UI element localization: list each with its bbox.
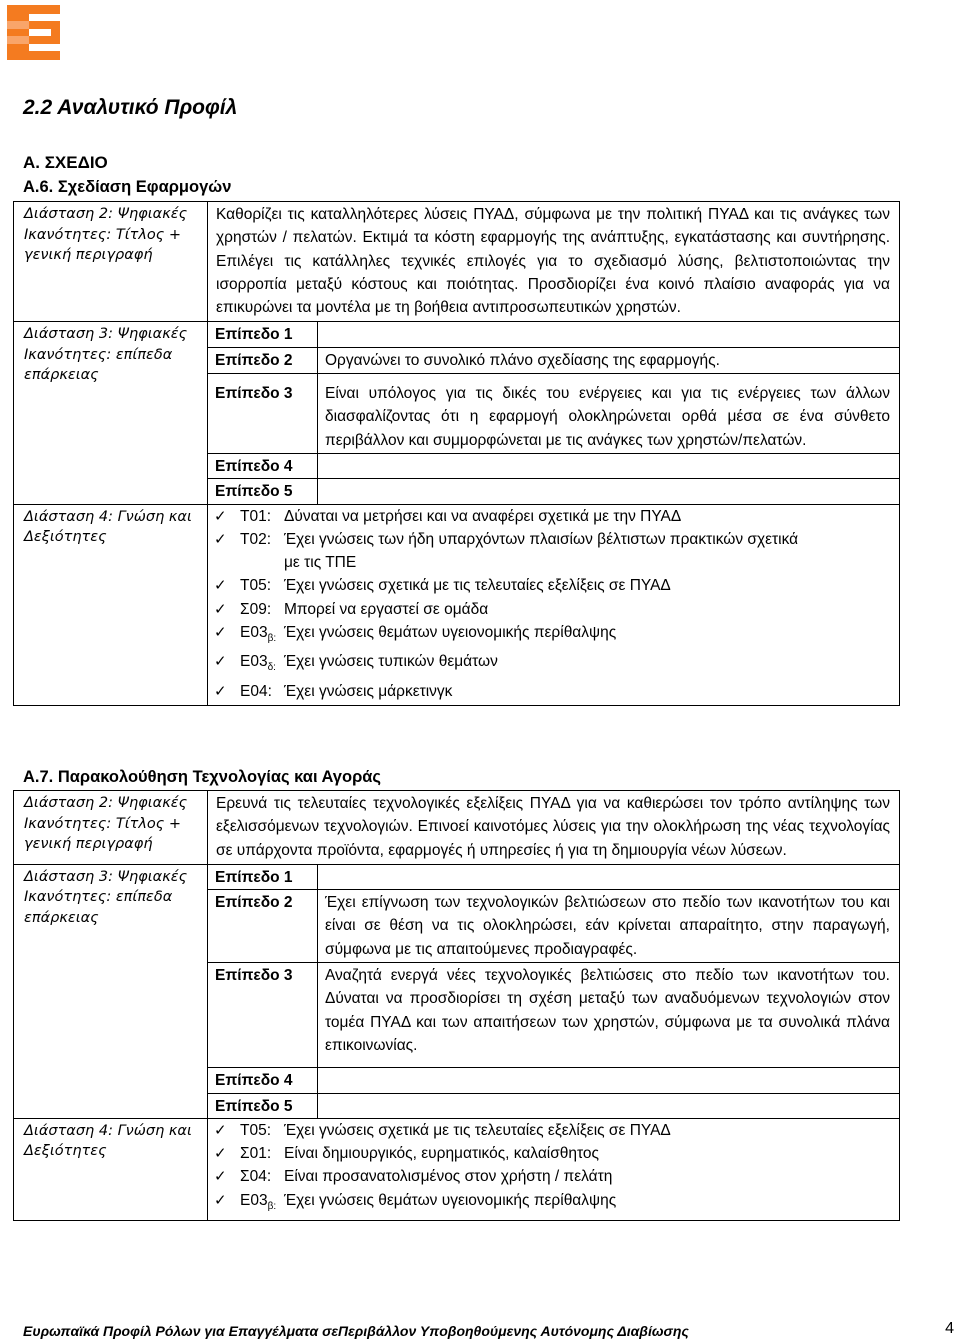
knowledge-cell	[208, 504, 900, 706]
level-text: Έχει επίγνωση των τεχνολογικών βελτιώσεων στο πεδίο των ικανοτήτων του και είναι σε θέση να τις ολοκληρώσει, εάν κρίνεται απαραίτητο, στην παραγωγή, σύμφωνα με τις απαιτούμενες προδιαγραφές.	[318, 890, 900, 963]
level-row	[14, 864, 900, 889]
level-name: Επίπεδο 1	[208, 322, 318, 347]
list-item: ✓ $E03_{\delta:}$ Έχει γνώσεις τυπικών θεμάτων	[214, 650, 890, 679]
checkmark-icon: ✓	[214, 507, 227, 525]
table1-title: Α.6. Σχεδίαση Εφαρμογών	[23, 178, 232, 196]
competence-table-a7	[13, 790, 900, 1221]
dim2-label: Διάσταση 2: Ψηφιακές Ικανότητες: Τίτλος + γενική περιγραφή	[14, 791, 208, 865]
checkmark-icon: ✓	[214, 1145, 227, 1163]
checkmark-icon: ✓	[214, 624, 227, 642]
checkmark-icon: ✓	[214, 530, 227, 548]
level-name: Επίπεδο 5	[208, 479, 318, 504]
level-text: Οργανώνει το συνολικό πλάνο σχεδίασης της εφαρμογής.	[318, 347, 900, 373]
level-name: Επίπεδο 1	[208, 864, 318, 889]
page-footer: Ευρωπαϊκά Προφίλ Ρόλων για Επαγγέλματα σεΠεριβάλλον Υποβοηθούμενης Αυτόνομης Διαβίωσης	[23, 1323, 689, 1339]
level-name: Επίπεδο 4	[208, 453, 318, 478]
checkmark-icon: ✓	[214, 682, 227, 700]
table2-title: Α.7. Παρακολούθηση Τεχνολογίας και Αγοράς	[23, 768, 381, 786]
list-item: ✓ Τ02: Έχει γνώσεις των ήδη υπαρχόντων πλαισίων βέλτιστων πρακτικών σχετικά με τις ΤΠΕ	[214, 528, 890, 575]
checkmark-icon: ✓	[214, 653, 227, 671]
page-heading: 2.2 Αναλυτικό Προφίλ	[23, 96, 238, 119]
checkmark-icon: ✓	[214, 1191, 227, 1209]
level-name: Επίπεδο 3	[208, 374, 318, 454]
list-item: ✓ $E03_{\beta:}$ Έχει γνώσεις θεμάτων υγειονομικής περίθαλψης	[214, 1189, 890, 1218]
knowledge-cell	[208, 1118, 900, 1220]
checkmark-icon: ✓	[214, 600, 227, 618]
level-text: Είναι υπόλογος για τις δικές του ενέργειες και για τις ενέργειες των άλλων διασφαλίζοντας ότι η εφαρμογή ολοκληρώνεται ορθά μέσα σε ένα σύνθετο περιβάλλον και συμμορφώνεται με τις ανάγκες των χρηστών/πελατών.	[318, 374, 900, 454]
knowledge-list	[208, 505, 899, 706]
level-name: Επίπεδο 3	[208, 963, 318, 1068]
general-description: Ερευνά τις τελευταίες τεχνολογικές εξελίξεις ΠΥΑΔ για να καθιερώσει τον τρόπο αντίληψης των εξελισσόμενων τεχνολογιών. Επινοεί καινοτόμες λύσεις για την ολοκλήρωση της νέας τεχνολογίας σε υπάρχοντα προϊόντα, εφαρμογές ή υπηρεσίες ή για τη δημιουργία νέων λύσεων.	[208, 791, 900, 865]
level-text	[318, 1068, 900, 1093]
list-item: ✓ $E03_{\beta:}$ Έχει γνώσεις θεμάτων υγειονομικής περίθαλψης	[214, 621, 890, 650]
list-item: ✓ Σ09: Μπορεί να εργαστεί σε ομάδα	[214, 598, 890, 621]
list-item: ✓ Σ04: Είναι προσανατολισμένος στον χρήστη / πελάτη	[214, 1165, 890, 1188]
level-row	[14, 322, 900, 347]
level-name: Επίπεδο 4	[208, 1068, 318, 1093]
knowledge-list	[208, 1119, 899, 1220]
list-item: ✓ Τ01: Δύναται να μετρήσει και να αναφέρει σχετικά με την ΠΥΑΔ	[214, 505, 890, 528]
level-text	[318, 864, 900, 889]
dim4-label: Διάσταση 4: Γνώση και Δεξιότητες	[14, 1118, 208, 1220]
dim3-label: Διάσταση 3: Ψηφιακές Ικανότητες: επίπεδα επάρκειας	[14, 322, 208, 504]
general-description: Καθορίζει τις καταλληλότερες λύσεις ΠΥΑΔ, σύμφωνα με την πολιτική ΠΥΑΔ και τις ανάγκες των χρηστών / πελατών. Εκτιμά τα κόστη εφαρμογής της ανάπτυξης, εγκατάστασης και συντήρησης. Επιλέγει τις κατάλληλες τεχνικές επιλογές για το σχεδιασμό λύσης, βελτιστοποιώντας την ισορροπία μεταξύ κόστους και ποιότητας. Προσδιορίζει ένα κοινό πλαίσιο αναφοράς για να επικυρώνει τα μοντέλα με τη βοήθεια αντιπροσωπευτικών χρηστών.	[208, 202, 900, 322]
level-text	[318, 322, 900, 347]
page-number: 4	[945, 1320, 954, 1337]
dim2-label: Διάσταση 2: Ψηφιακές Ικανότητες: Τίτλος + γενική περιγραφή	[14, 202, 208, 322]
section-title: Α. ΣΧΕΔΙΟ	[23, 153, 108, 172]
competence-table-a6	[13, 201, 900, 706]
checkmark-icon: ✓	[214, 1121, 227, 1139]
level-name: Επίπεδο 2	[208, 347, 318, 373]
list-item: ✓ Τ05: Έχει γνώσεις σχετικά με τις τελευταίες εξελίξεις σε ΠΥΑΔ	[214, 1119, 890, 1142]
level-name: Επίπεδο 5	[208, 1093, 318, 1118]
list-item: ✓ Σ01: Είναι δημιουργικός, ευρηματικός, καλαίσθητος	[214, 1142, 890, 1165]
dim4-label: Διάσταση 4: Γνώση και Δεξιότητες	[14, 504, 208, 706]
level-text	[318, 1093, 900, 1118]
level-text	[318, 453, 900, 478]
level-name: Επίπεδο 2	[208, 890, 318, 963]
checkmark-icon: ✓	[214, 1168, 227, 1186]
level-text	[318, 479, 900, 504]
dim3-label: Διάσταση 3: Ψηφιακές Ικανότητες: επίπεδα επάρκειας	[14, 864, 208, 1118]
checkmark-icon: ✓	[214, 577, 227, 595]
level-text: Αναζητά ενεργά νέες τεχνολογικές βελτιώσεις στο πεδίο των ικανοτήτων του. Δύναται να προσδιορίσει τη σχέση μεταξύ των αναδυόμενων τεχνολογιών στον τομέα ΠΥΑΔ και των απαιτήσεων των χρηστών, σύμφωνα με τα συνολικά πλάνα επικοινωνίας.	[318, 963, 900, 1068]
list-item: ✓ Τ05: Έχει γνώσεις σχετικά με τις τελευταίες εξελίξεις σε ΠΥΑΔ	[214, 574, 890, 597]
logo-mark-icon	[7, 5, 60, 60]
list-item: ✓ Ε04: Έχει γνώσεις μάρκετινγκ	[214, 680, 890, 703]
